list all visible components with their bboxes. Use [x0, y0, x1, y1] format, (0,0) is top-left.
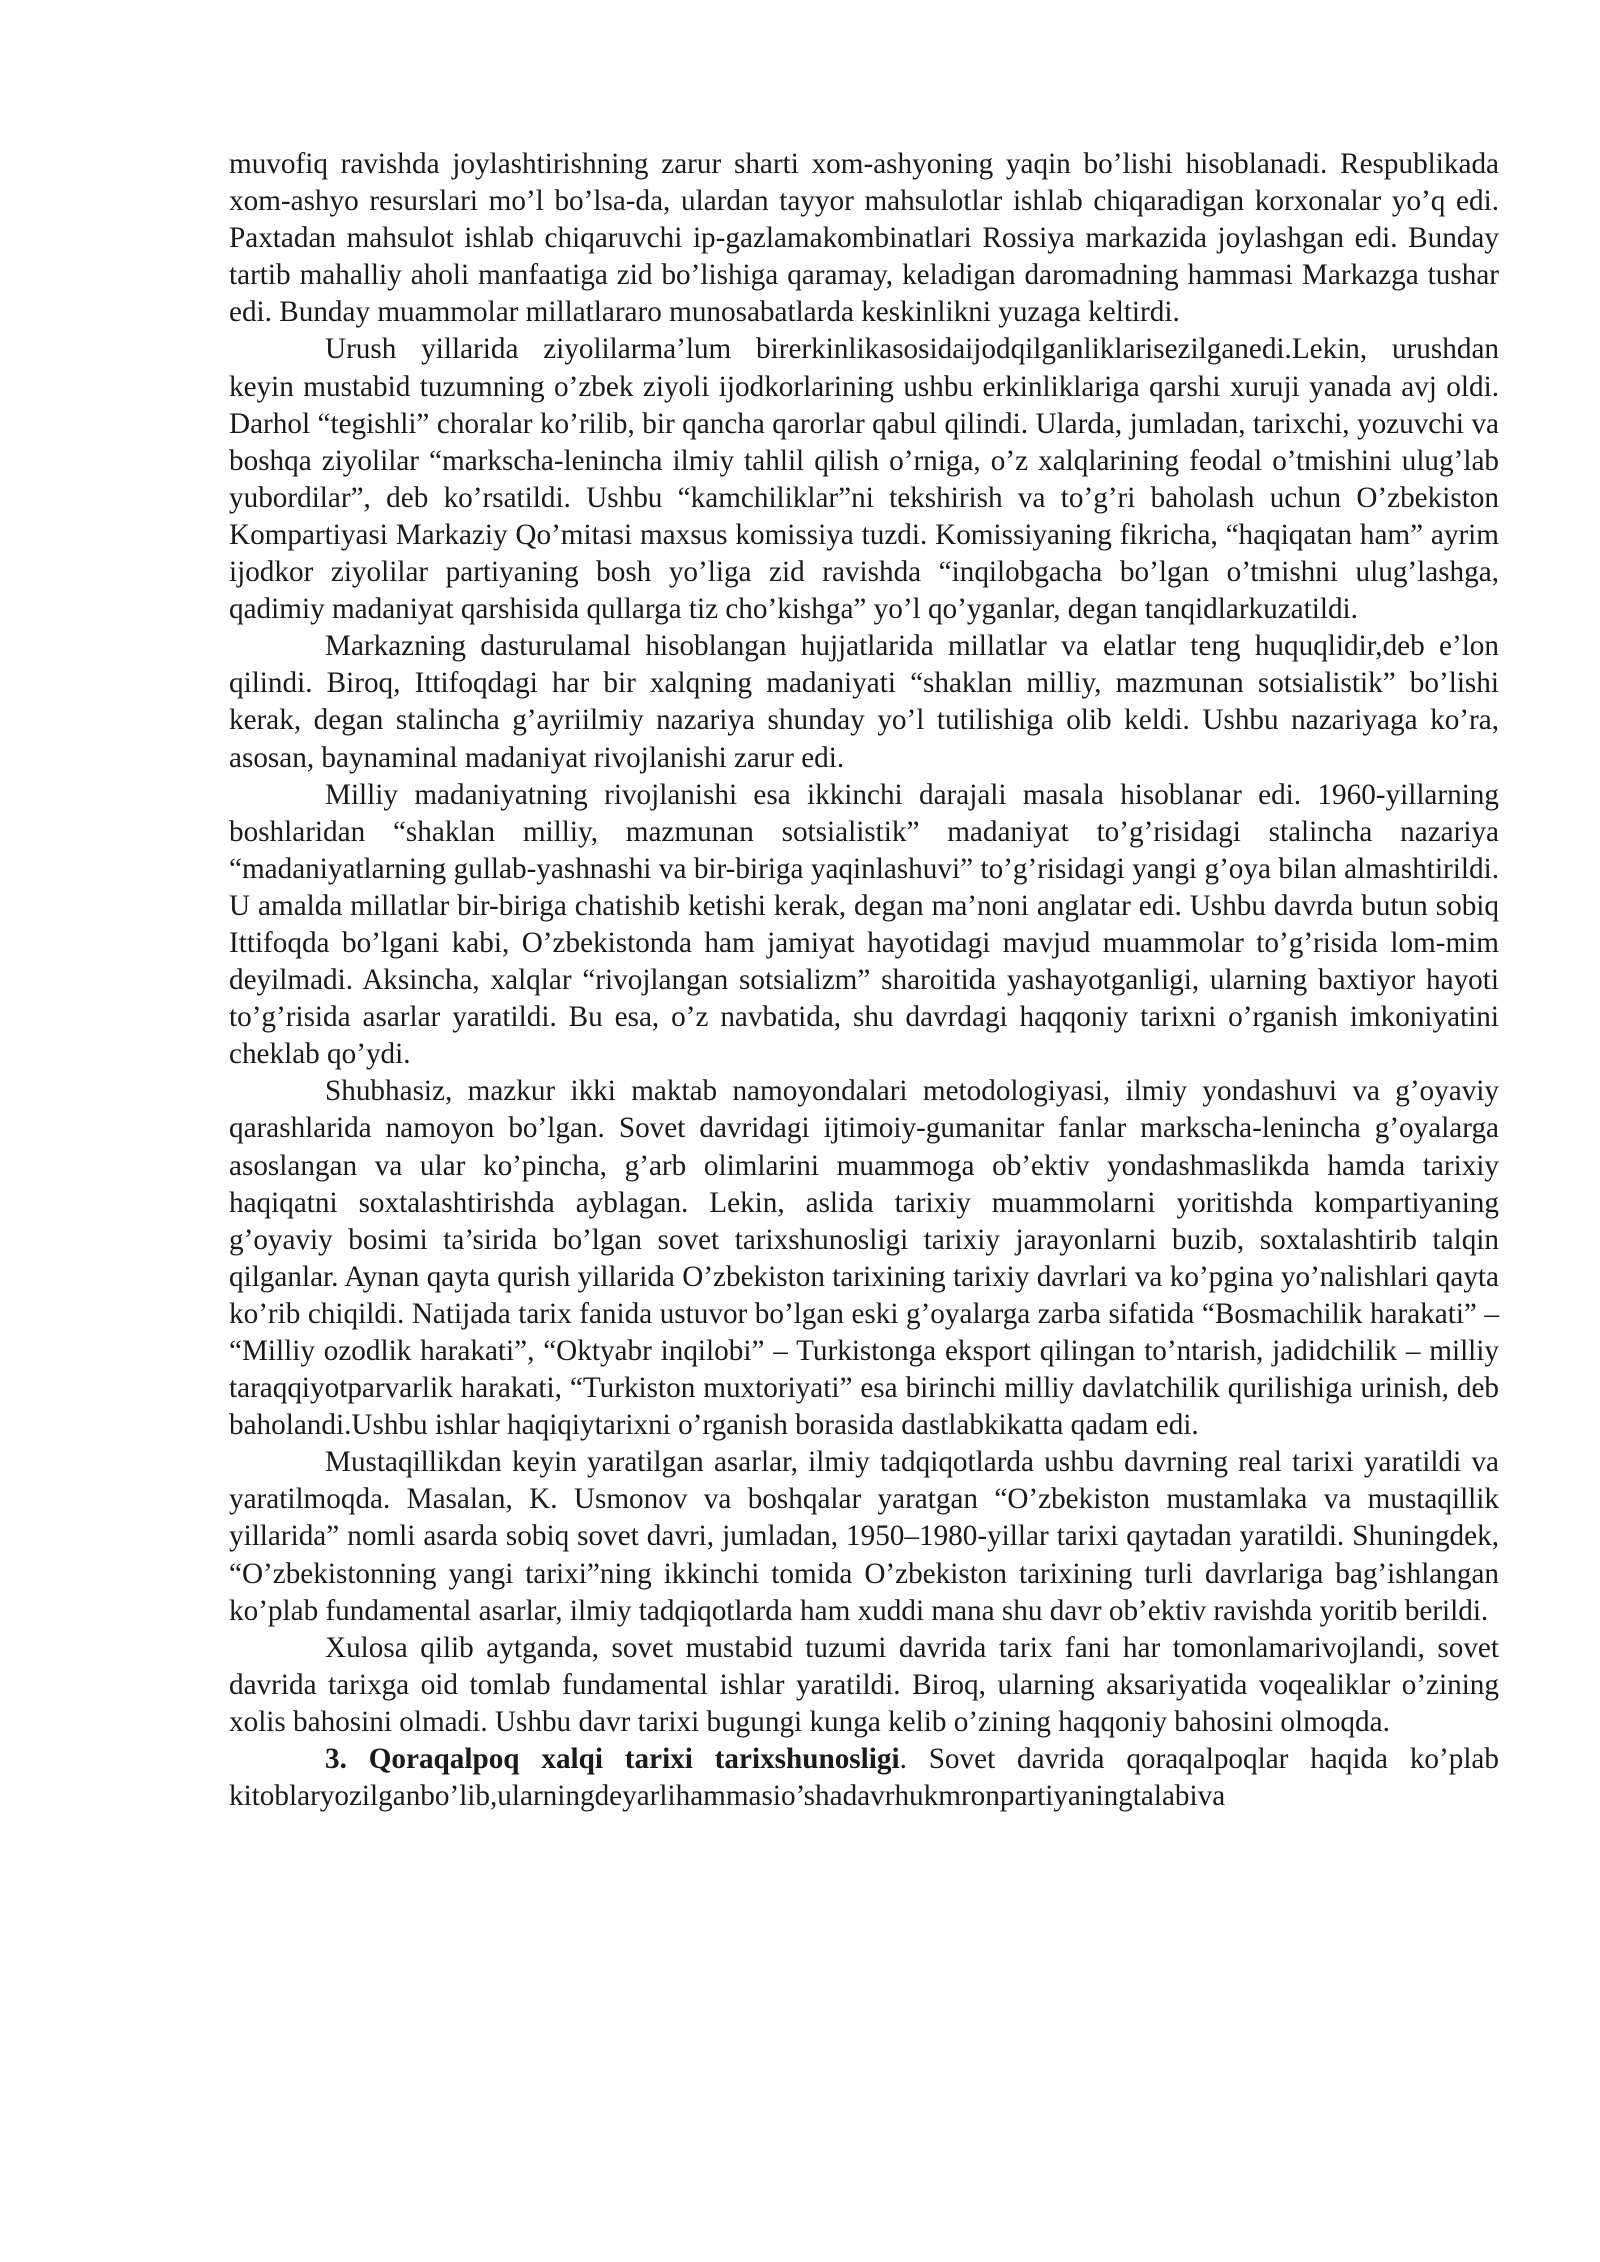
section-paragraph [229, 1741, 1499, 1815]
paragraph-7: Xulosa qilib aytganda, sovet mustabid tuzumi davrida tarix fani har tomonlamarivojlandi, sovet davrida tarixga oid tomlab fundamental ishlar yaratildi. Biroq, ularning aksariyatida voqealiklar o’zining xolis bahosini olmadi. Ushbu davr tarixi bugungi kunga kelib o’zining haqqoniy bahosini olmoqda. [229, 1631, 1499, 1738]
paragraph-1: muvofiq ravishda joylashtirishning zarur sharti xom-ashyoning yaqin bo’lishi hisoblanadi. Respublikada xom-ashyo resurslari mo’l bo’lsa-da, ulardan tayyor mahsulotlar ishlab chiqaradigan korxonalar yo’q edi. Paxtadan mahsulot ishlab chiqaruvchi ip-gazlamakombinatlari Rossiya markazida joylashgan edi. Bunday tartib mahalliy aholi manfaatiga zid bo’lishiga qaramay, keladigan daromadning hammasi Markazga tushar edi. Bunday muammolar millatlararo munosabatlarda keskinlikni yuzaga keltirdi. [229, 148, 1499, 329]
paragraph-6: Mustaqillikdan keyin yaratilgan asarlar, ilmiy tadqiqotlarda ushbu davrning real tarixi yaratildi va yaratilmoqda. Masalan, K. Usmonov va boshqalar yaratgan “O’zbekiston mustamlaka va mustaqillik yillarida” nomli asarda sobiq sovet davri, jumladan, 1950–1980-yillar tarixi qaytadan yaratildi. Shuningdek, “O’zbekistonning yangi tarixi”ning ikkinchi tomida O’zbekiston tarixining turli davrlariga bag’ishlangan ko’plab fundamental asarlar, ilmiy tadqiqotlarda ham xuddi mana shu davr ob’ektiv ravishda yoritib berildi. [229, 1446, 1499, 1627]
document-page [229, 146, 1499, 1815]
paragraph-5: Shubhasiz, mazkur ikki maktab namoyondalari metodologiyasi, ilmiy yondashuvi va g’oyaviy qarashlarida namoyon bo’lgan. Sovet davridagi ijtimoiy-gumanitar fanlar markscha-lenincha g’oyalarga asoslangan va ular ko’pincha, g’arb olimlarini muammoga ob’ektiv yondashmaslikda hamda tarixiy haqiqatni soxtalashtirishda ayblagan. Lekin, aslida tarixiy muammolarni yoritishda kompartiyaning g’oyaviy bosimi ta’sirida bo’lgan sovet tarixshunosligi tarixiy jarayonlarni buzib, soxtalashtirib talqin qilganlar. Aynan qayta qurish yillarida O’zbekiston tarixining tarixiy davrlari va ko’pgina yo’nalishlari qayta ko’rib chiqildi. Natijada tarix fanida ustuvor bo’lgan eski g’oyalarga zarba sifatida “Bosmachilik harakati” – “Milliy ozodlik harakati”, “Oktyabr inqilobi” – Turkistonga eksport qilingan to’ntarish, jadidchilik – milliy taraqqiyotparvarlik harakati, “Turkiston muxtoriyati” esa birinchi milliy davlatchilik qurilishiga urinish, deb baholandi.Ushbu ishlar haqiqiytarixni o’rganish borasida dastlabkikatta qadam edi. [229, 1075, 1499, 1442]
section-text: . Sovet davrida qoraqalpoqlar haqida ko’plab kitoblaryozilganbo’lib,ularningdeyarlihammasio’shadavrhukmronpartiyaningtalabiva [229, 1743, 1499, 1813]
paragraph-2: Urush yillarida ziyolilarma’lum birerkinlikasosidaijodqilganliklarisezilganedi.Lekin, urushdan keyin mustabid tuzumning o’zbek ziyoli ijodkorlarining ushbu erkinliklariga qarshi xuruji yanada avj oldi. Darhol “tegishli” choralar ko’rilib, bir qancha qarorlar qabul qilindi. Ularda, jumladan, tarixchi, yozuvchi va boshqa ziyolilar “markscha-lenincha ilmiy tahlil qilish o’rniga, o’z xalqlarining feodal o’tmishini ulug’lab yubordilar”, deb ko’rsatildi. Ushbu “kamchiliklar”ni tekshirish va to’g’ri baholash uchun O’zbekiston Kompartiyasi Markaziy Qo’mitasi maxsus komissiya tuzdi. Komissiyaning fikricha, “haqiqatan ham” ayrim ijodkor ziyolilar partiyaning bosh yo’liga zid ravishda “inqilobgacha bo’lgan o’tmishni ulug’lashga, qadimiy madaniyat qarshisida qullarga tiz cho’kishga” yo’l qo’yganlar, degan tanqidlarkuzatildi. [229, 333, 1499, 626]
section-heading: 3. Qoraqalpoq xalqi tarixi tarixshunosligi [325, 1743, 900, 1776]
paragraph-4: Milliy madaniyatning rivojlanishi esa ikkinchi darajali masala hisoblanar edi. 1960-yillarning boshlaridan “shaklan milliy, mazmunan sotsialistik” madaniyat to’g’risidagi stalincha nazariya “madaniyatlarning gullab-yashnashi va bir-biriga yaqinlashuvi” to’g’risidagi yangi g’oya bilan almashtirildi. U amalda millatlar bir-biriga chatishib ketishi kerak, degan ma’noni anglatar edi. Ushbu davrda butun sobiq Ittifoqda bo’lgani kabi, O’zbekistonda ham jamiyat hayotidagi mavjud muammolar to’g’risida lom-mim deyilmadi. Aksincha, xalqlar “rivojlangan sotsializm” sharoitida yashayotganligi, ularning baxtiyor hayoti to’g’risida asarlar yaratildi. Bu esa, o’z navbatida, shu davrdagi haqqoniy tarixni o’rganish imkoniyatini cheklab qo’ydi. [229, 778, 1499, 1071]
paragraph-3: Markazning dasturulamal hisoblangan hujjatlarida millatlar va elatlar teng huquqlidir,deb e’lon qilindi. Biroq, Ittifoqdagi har bir xalqning madaniyati “shaklan milliy, mazmunan sotsialistik” bo’lishi kerak, degan stalincha g’ayriilmiy nazariya shunday yo’l tutilishiga olib keldi. Ushbu nazariyaga ko’ra, asosan, baynaminal madaniyat rivojlanishi zarur edi. [229, 630, 1499, 774]
